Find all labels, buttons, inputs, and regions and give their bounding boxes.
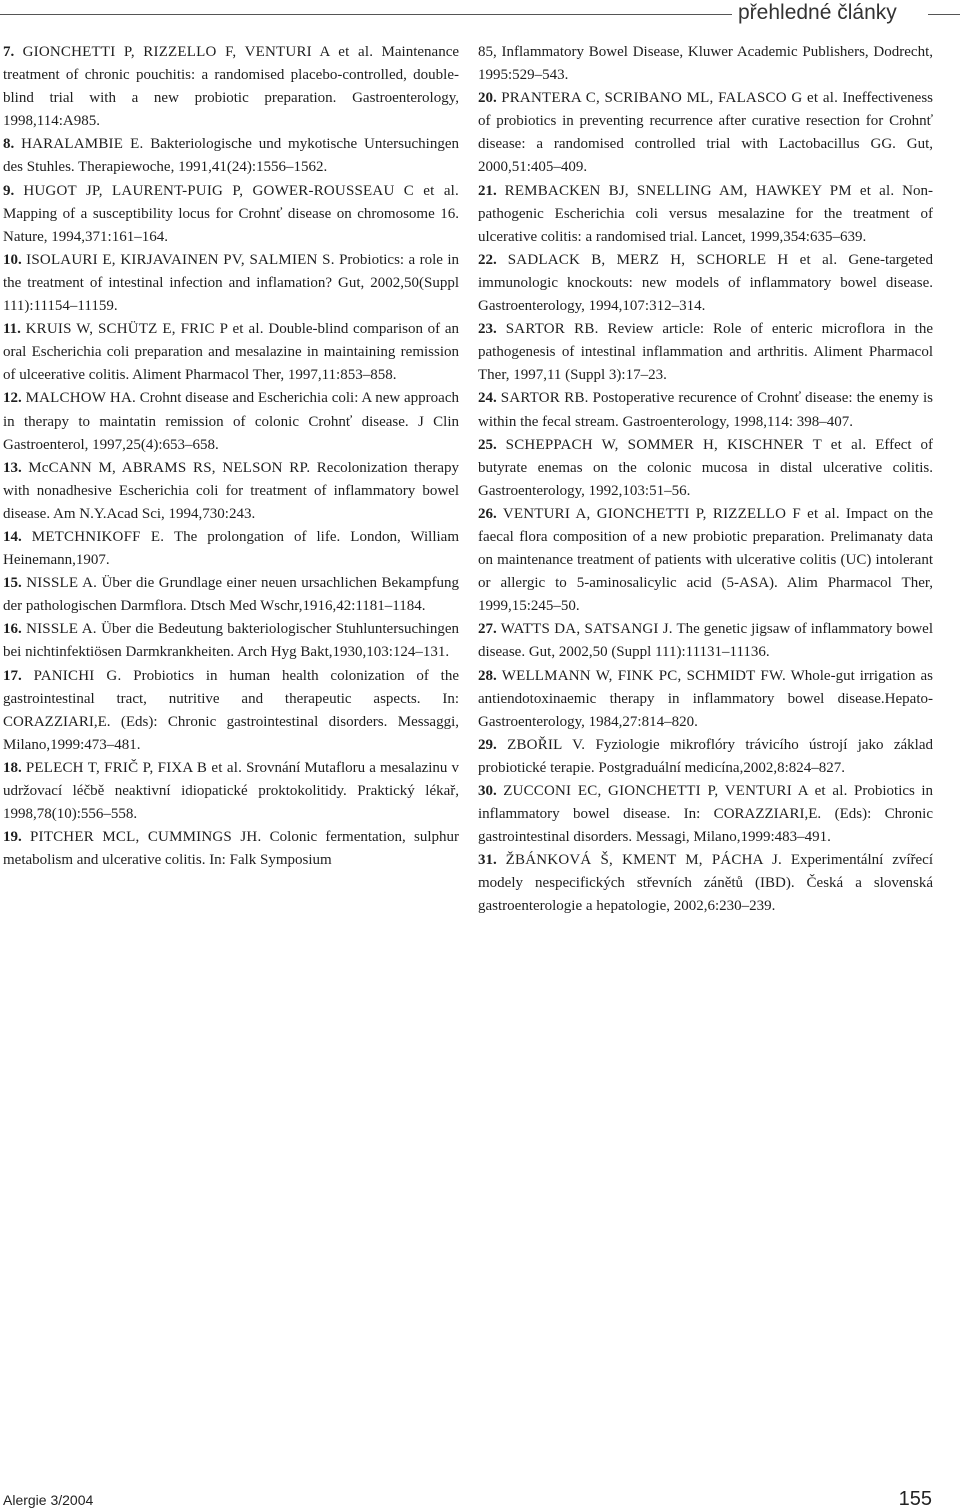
reference-text: Gene-targeted immunologic knockouts: new models of inflammatory bowel disease. Gastroenterology, 1994,107:312–314. (478, 251, 933, 315)
reference-item (478, 849, 933, 918)
reference-authors: ŽBÁNKOVÁ Š, KMENT M, PÁCHA J. (505, 852, 782, 869)
journal-issue: Alergie 3/2004 (3, 1492, 94, 1508)
reference-authors: PANICHI G. (33, 667, 122, 684)
reference-item (3, 572, 459, 618)
reference-text: Effect of butyrate enemas on the colonic mucosa in distal ulcerative colitis. Gastroenterology, 1992,103:51–56. (478, 436, 933, 499)
reference-authors: REMBACKEN BJ, SNELLING AM, HAWKEY PM et al. (504, 182, 895, 199)
reference-item (3, 457, 459, 526)
reference-authors: WATTS DA, SATSANGI J. (500, 621, 673, 638)
reference-item (3, 180, 459, 249)
reference-authors: MALCHOW HA. (25, 390, 136, 407)
reference-number: 23. (478, 321, 497, 338)
reference-text: The prolongation of life. London, William Heinemann,1907. (3, 528, 459, 569)
reference-text: The genetic jigsaw of inflammatory bowel disease. Gut, 2002,50 (Suppl 111):11131–11136. (478, 621, 934, 661)
reference-authors: NISSLE A. (26, 575, 98, 592)
reference-item (3, 41, 459, 133)
reference-authors: SADLACK B, MERZ H, SCHORLE H et al. (507, 251, 838, 268)
reference-item (478, 249, 933, 318)
reference-number: 15. (3, 575, 22, 592)
reference-authors: SARTOR RB. (505, 321, 599, 338)
reference-authors: KRUIS W, SCHÜTZ E, FRIC P et al. (25, 321, 264, 338)
reference-text: Fyziologie mikroflóry trávicího ústrojí jako základ probiotické terapie. Postgraduální medicína,2002,8:824–827. (478, 736, 933, 776)
reference-number: 20. (478, 90, 497, 107)
reference-item (3, 249, 459, 318)
reference-authors: NISSLE A. (26, 621, 97, 638)
reference-number: 24. (478, 390, 497, 407)
reference-authors: SCHEPPACH W, SOMMER H, KISCHNER T et al. (505, 436, 867, 453)
reference-text: Probiotics in human health colonization of the gastrointestinal tract, nutritive and therapeutic aspects. In: CORAZZIARI,E. (Eds): Chronic gastrointestinal disorders. Messaggi, Milano,1999:473–481. (3, 667, 460, 753)
reference-authors: PITCHER MCL, CUMMINGS JH. (30, 829, 262, 846)
reference-text: Ineffectiveness of probiotics in preventing recurrence after curative resection for Crohnť disease: a randomised controlled trial with Lactobacillus GG. Gut, 2000,51:405–409. (478, 90, 934, 176)
reference-item (3, 387, 459, 456)
reference-number: 27. (478, 621, 497, 638)
reference-text: Double-blind comparison of an oral Escherichia coli preparation and mesalazine in maintaining remission of ulceerative colitis. Aliment Pharmacol Ther, 1997,11:853–858. (3, 321, 460, 384)
reference-text: Whole-gut irrigation as antiendotoxinaemic therapy in inflammatory bowel disease.Hepato-Gastroenterology, 1984,27:814–820. (478, 667, 933, 730)
reference-item (3, 757, 459, 826)
reference-authors: PRANTERA C, SCRIBANO ML, FALASCO G et al. (501, 90, 839, 107)
reference-number: 22. (478, 251, 497, 268)
reference-authors: ZBOŘIL V. (507, 736, 586, 753)
reference-number: 14. (3, 528, 22, 545)
reference-item (478, 180, 933, 249)
reference-authors: ZUCCONI EC, GIONCHETTI P, VENTURI A et al. (503, 783, 848, 799)
reference-number: 9. (3, 182, 15, 199)
reference-number: 11. (3, 321, 21, 338)
reference-item (478, 503, 933, 618)
reference-text: Über die Grundlage einer neuen ursachlichen Bekampfung der pathologischen Darmflora. Dtsch Med Wschr,1916,42:1181–1184. (3, 575, 459, 615)
reference-number: 12. (3, 390, 22, 407)
section-title: přehledné články (738, 1, 897, 24)
reference-number: 30. (478, 783, 497, 799)
reference-authors: GIONCHETTI P, RIZZELLO F, VENTURI A et al. (22, 44, 374, 60)
reference-item (478, 318, 933, 387)
reference-item (478, 434, 933, 503)
reference-authors: McCANN M, ABRAMS RS, NELSON RP. (28, 459, 311, 476)
reference-item (478, 41, 933, 87)
reference-authors: SARTOR RB. (500, 390, 589, 407)
reference-number: 31. (478, 852, 497, 869)
reference-item (478, 387, 933, 433)
reference-authors: HARALAMBIE E. (21, 136, 144, 153)
reference-number: 26. (478, 505, 497, 522)
reference-item (478, 780, 933, 849)
reference-authors: VENTURI A, GIONCHETTI P, RIZZELLO F et al. (502, 505, 840, 522)
reference-item (3, 665, 459, 757)
reference-text: Experimentální zvířecí modely nespecifických střevních zánětů (IBD). Česká a slovenská gastroenterologie a hepatologie, 2002,6:230–239. (478, 852, 933, 915)
reference-text: Review article: Role of enteric microflora in the pathogenesis of intestinal inflammation and arthritis. Aliment Pharmacol Ther, 1997,11 (Suppl 3):17–23. (478, 321, 933, 384)
reference-number: 8. (3, 136, 15, 153)
reference-item (3, 526, 459, 572)
reference-number: 16. (3, 621, 22, 638)
reference-authors: ISOLAURI E, KIRJAVAINEN PV, SALMIEN S. (26, 251, 335, 268)
reference-text: Colonic fermentation, sulphur metabolism and ulcerative colitis. In: Falk Symposium (3, 829, 459, 869)
reference-text: Impact on the faecal flora composition of a new probiotic preparation. Prelimanaty data on maintenance treatment of patients with ulcerative colitis (UC) intolerant or allergic to 5-aminosalicylic acid (5-ASA). Alim Pharmacol Ther, 1999,15:245–50. (478, 505, 933, 615)
reference-text: Recolonization therapy with nonadhesive Escherichia coli for treatment of inflammatory bowel disease. Am N.Y.Acad Sci, 1994,730:243. (3, 459, 460, 522)
reference-number: 25. (478, 436, 497, 453)
reference-item (478, 665, 933, 734)
reference-number: 13. (3, 459, 22, 476)
reference-authors: HUGOT JP, LAURENT-PUIG P, GOWER-ROUSSEAU C et al. (23, 182, 459, 199)
reference-item (478, 618, 933, 664)
reference-item (3, 618, 459, 664)
reference-number: 10. (3, 251, 22, 268)
reference-authors: WELLMANN W, FINK PC, SCHMIDT FW. (501, 667, 786, 684)
reference-text: Mapping of a susceptibility locus for Crohnť disease on chromosome 16. Nature, 1994,371:161–164. (3, 205, 459, 245)
reference-item (478, 87, 933, 179)
reference-item (3, 318, 459, 387)
reference-number: 28. (478, 667, 497, 684)
reference-item (3, 826, 459, 872)
reference-number: 7. (3, 44, 15, 60)
reference-number: 29. (478, 736, 497, 753)
reference-text: Non-pathogenic Escherichia coli versus mesalazine for the treatment of ulcerative colitis: a randomised trial. Lancet, 1999,354:635–639. (478, 182, 934, 245)
reference-text: Crohnt disease and Escherichia coli: A new approach in therapy to maintatin remission of colonic Crohnť disease. J Clin Gastroenterol, 1997,25(4):653–658. (3, 390, 459, 453)
reference-number: 19. (3, 829, 22, 846)
reference-text: Maintenance treatment of chronic pouchitis: a randomised placebo-controlled, double-blind trial with a new probiotic preparation. Gastroenterology, 1998,114:A985. (3, 44, 460, 130)
reference-text: Über die Bedeutung bakteriologischer Stuhluntersuchingen bei nichtinfektiösen Darmkrankheiten. Arch Hyg Bakt,1930,103:124–131. (3, 621, 460, 661)
reference-text: Probiotics: a role in the treatment of intestinal infection and inflamation? Gut, 2002,50(Suppl 111):11154–11159. (3, 251, 459, 315)
reference-item (3, 133, 459, 179)
reference-authors: PELECH T, FRIČ P, FIXA B et al. (25, 759, 243, 776)
reference-number: 17. (3, 667, 22, 684)
reference-number: 18. (3, 759, 22, 776)
reference-text: Srovnání Mutafloru a mesalazinu v udržovací léčbě neaktivní idiopatické proktokolitidy. Praktický lékař, 1998,78(10):556–558. (3, 759, 459, 823)
header-rule-right (928, 14, 960, 15)
reference-number: 21. (478, 182, 497, 199)
references-right-column (478, 41, 933, 919)
reference-text: Postoperative recurence of Crohnť disease: the enemy is within the fecal stream. Gastroenterology, 1998,114: 398–407. (478, 390, 934, 430)
page-number: 155 (898, 1488, 932, 1510)
reference-text: 85, Inflammatory Bowel Disease, Kluwer Academic Publishers, Dodrecht, 1995:529–543. (478, 44, 933, 84)
reference-item (478, 734, 933, 780)
references-left-column (3, 41, 459, 872)
reference-text: Probiotics in inflammatory bowel disease. In: CORAZZIARI,E. (Eds): Chronic gastrointestinal disorders. Messagi, Milano,1999:483–491. (478, 783, 933, 846)
reference-authors: METCHNIKOFF E. (31, 528, 165, 545)
reference-text: Bakteriologische und mykotische Untersuchingen des Stuhles. Therapiewoche, 1991,41(24):1556–1562. (3, 136, 459, 176)
header-rule-left (0, 14, 732, 15)
